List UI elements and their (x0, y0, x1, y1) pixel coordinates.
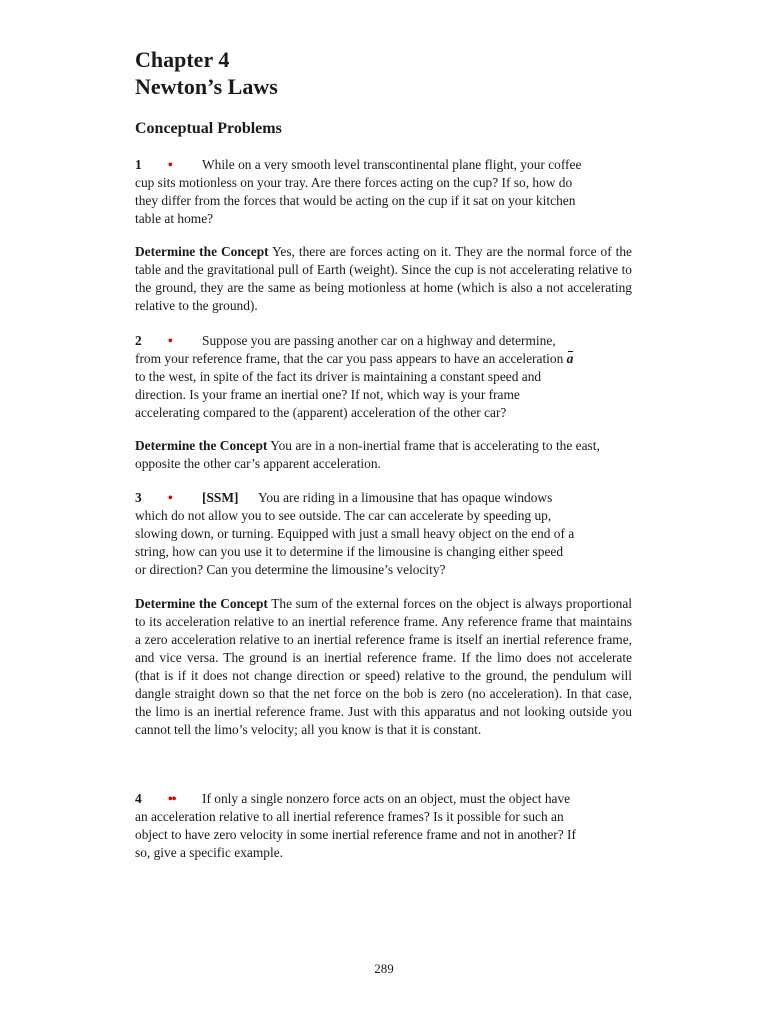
chapter-title (135, 46, 278, 100)
problem-text-line: they differ from the forces that would be acting on the cup if it sat on your kitchen (135, 193, 576, 208)
problem-text-line: from your reference frame, that the car you pass appears to have an acceleration (135, 351, 564, 366)
problem-text-line: which do not allow you to see outside. The car can accelerate by speeding up, (135, 508, 552, 523)
problem-text-line: You are riding in a limousine that has opaque windows (258, 490, 553, 505)
problem-text-line: string, how can you use it to determine if the limousine is changing either speed (135, 544, 564, 559)
problem-4 (135, 790, 632, 862)
problem-text-line: object to have zero velocity in some inertial reference frame and not in another? If (135, 827, 576, 842)
problem-3 (135, 489, 632, 579)
problem-1 (135, 156, 632, 228)
answer-1 (135, 243, 632, 315)
page-number: 289 (374, 961, 394, 976)
problem-text-line: slowing down, or turning. Equipped with just a small heavy object on the end of a (135, 526, 575, 541)
problem-text-line: an acceleration relative to all inertial reference frames? Is it possible for such an (135, 809, 564, 824)
answer-3 (135, 595, 632, 739)
problem-text-line: accelerating compared to the (apparent) acceleration of the other car? (135, 405, 507, 420)
vector-a-symbol: a (566, 351, 574, 366)
answer-text: Yes, there are forces acting on it. They are the normal force of the table and the gravitational pull of Earth (weight). Since the cup is not accelerating relative to the ground, they are the same as being motionless at home (which is also a not accelerating relative to the ground). (135, 244, 632, 313)
problem-number: 3 (135, 490, 142, 505)
difficulty-dots-icon: •• (168, 791, 176, 806)
answer-label: Determine the Concept (135, 596, 268, 611)
section-heading: Conceptual Problems (135, 120, 282, 137)
problem-2 (135, 332, 632, 422)
problem-number: 2 (135, 333, 142, 348)
answer-text: The sum of the external forces on the object is always proportional to its acceleration relative to an inertial reference frame. Any reference frame that maintains a zero acceleration relative to an inertial reference frame is itself an inertial reference frame, and vice versa. The ground is an inertial reference frame. If the limo does not accelerate (that is if it does not change direction or speed) relative to the ground, the pendulum will dangle straight down so that the net force on the bob is zero (no acceleration). In that case, the limo is an inertial reference frame. Just with this apparatus and not looking outside you cannot tell the limo’s velocity; all you know is that it is constant. (135, 596, 632, 737)
problem-text-line: If only a single nonzero force acts on an object, must the object have (202, 791, 571, 806)
chapter-name: Newton’s Laws (135, 74, 278, 99)
problem-text-line: direction. Is your frame an inertial one? If not, which way is your frame (135, 387, 520, 402)
answer-2 (135, 437, 632, 473)
problem-text-line: or direction? Can you determine the limousine’s velocity? (135, 562, 446, 577)
chapter-number: Chapter 4 (135, 47, 230, 72)
problem-number: 1 (135, 157, 142, 172)
problem-text-line: While on a very smooth level transcontinental plane flight, your coffee (202, 157, 582, 172)
difficulty-dot-icon: • (168, 333, 172, 348)
problem-text-line: so, give a specific example. (135, 845, 283, 860)
ssm-tag: [SSM] (202, 490, 239, 505)
answer-label: Determine the Concept (135, 244, 269, 259)
problem-text-line: to the west, in spite of the fact its driver is maintaining a constant speed and (135, 369, 542, 384)
problem-text-line: Suppose you are passing another car on a highway and determine, (202, 333, 556, 348)
problem-text-line: cup sits motionless on your tray. Are there forces acting on the cup? If so, how do (135, 175, 573, 190)
problem-text-line: table at home? (135, 211, 214, 226)
difficulty-dot-icon: • (168, 490, 172, 505)
answer-label: Determine the Concept (135, 438, 268, 453)
difficulty-dot-icon: • (168, 157, 172, 172)
answer-text: You are in a non-inertial frame that is accelerating to the east, opposite the other car’s apparent acceleration. (135, 438, 600, 471)
problem-number: 4 (135, 791, 142, 806)
